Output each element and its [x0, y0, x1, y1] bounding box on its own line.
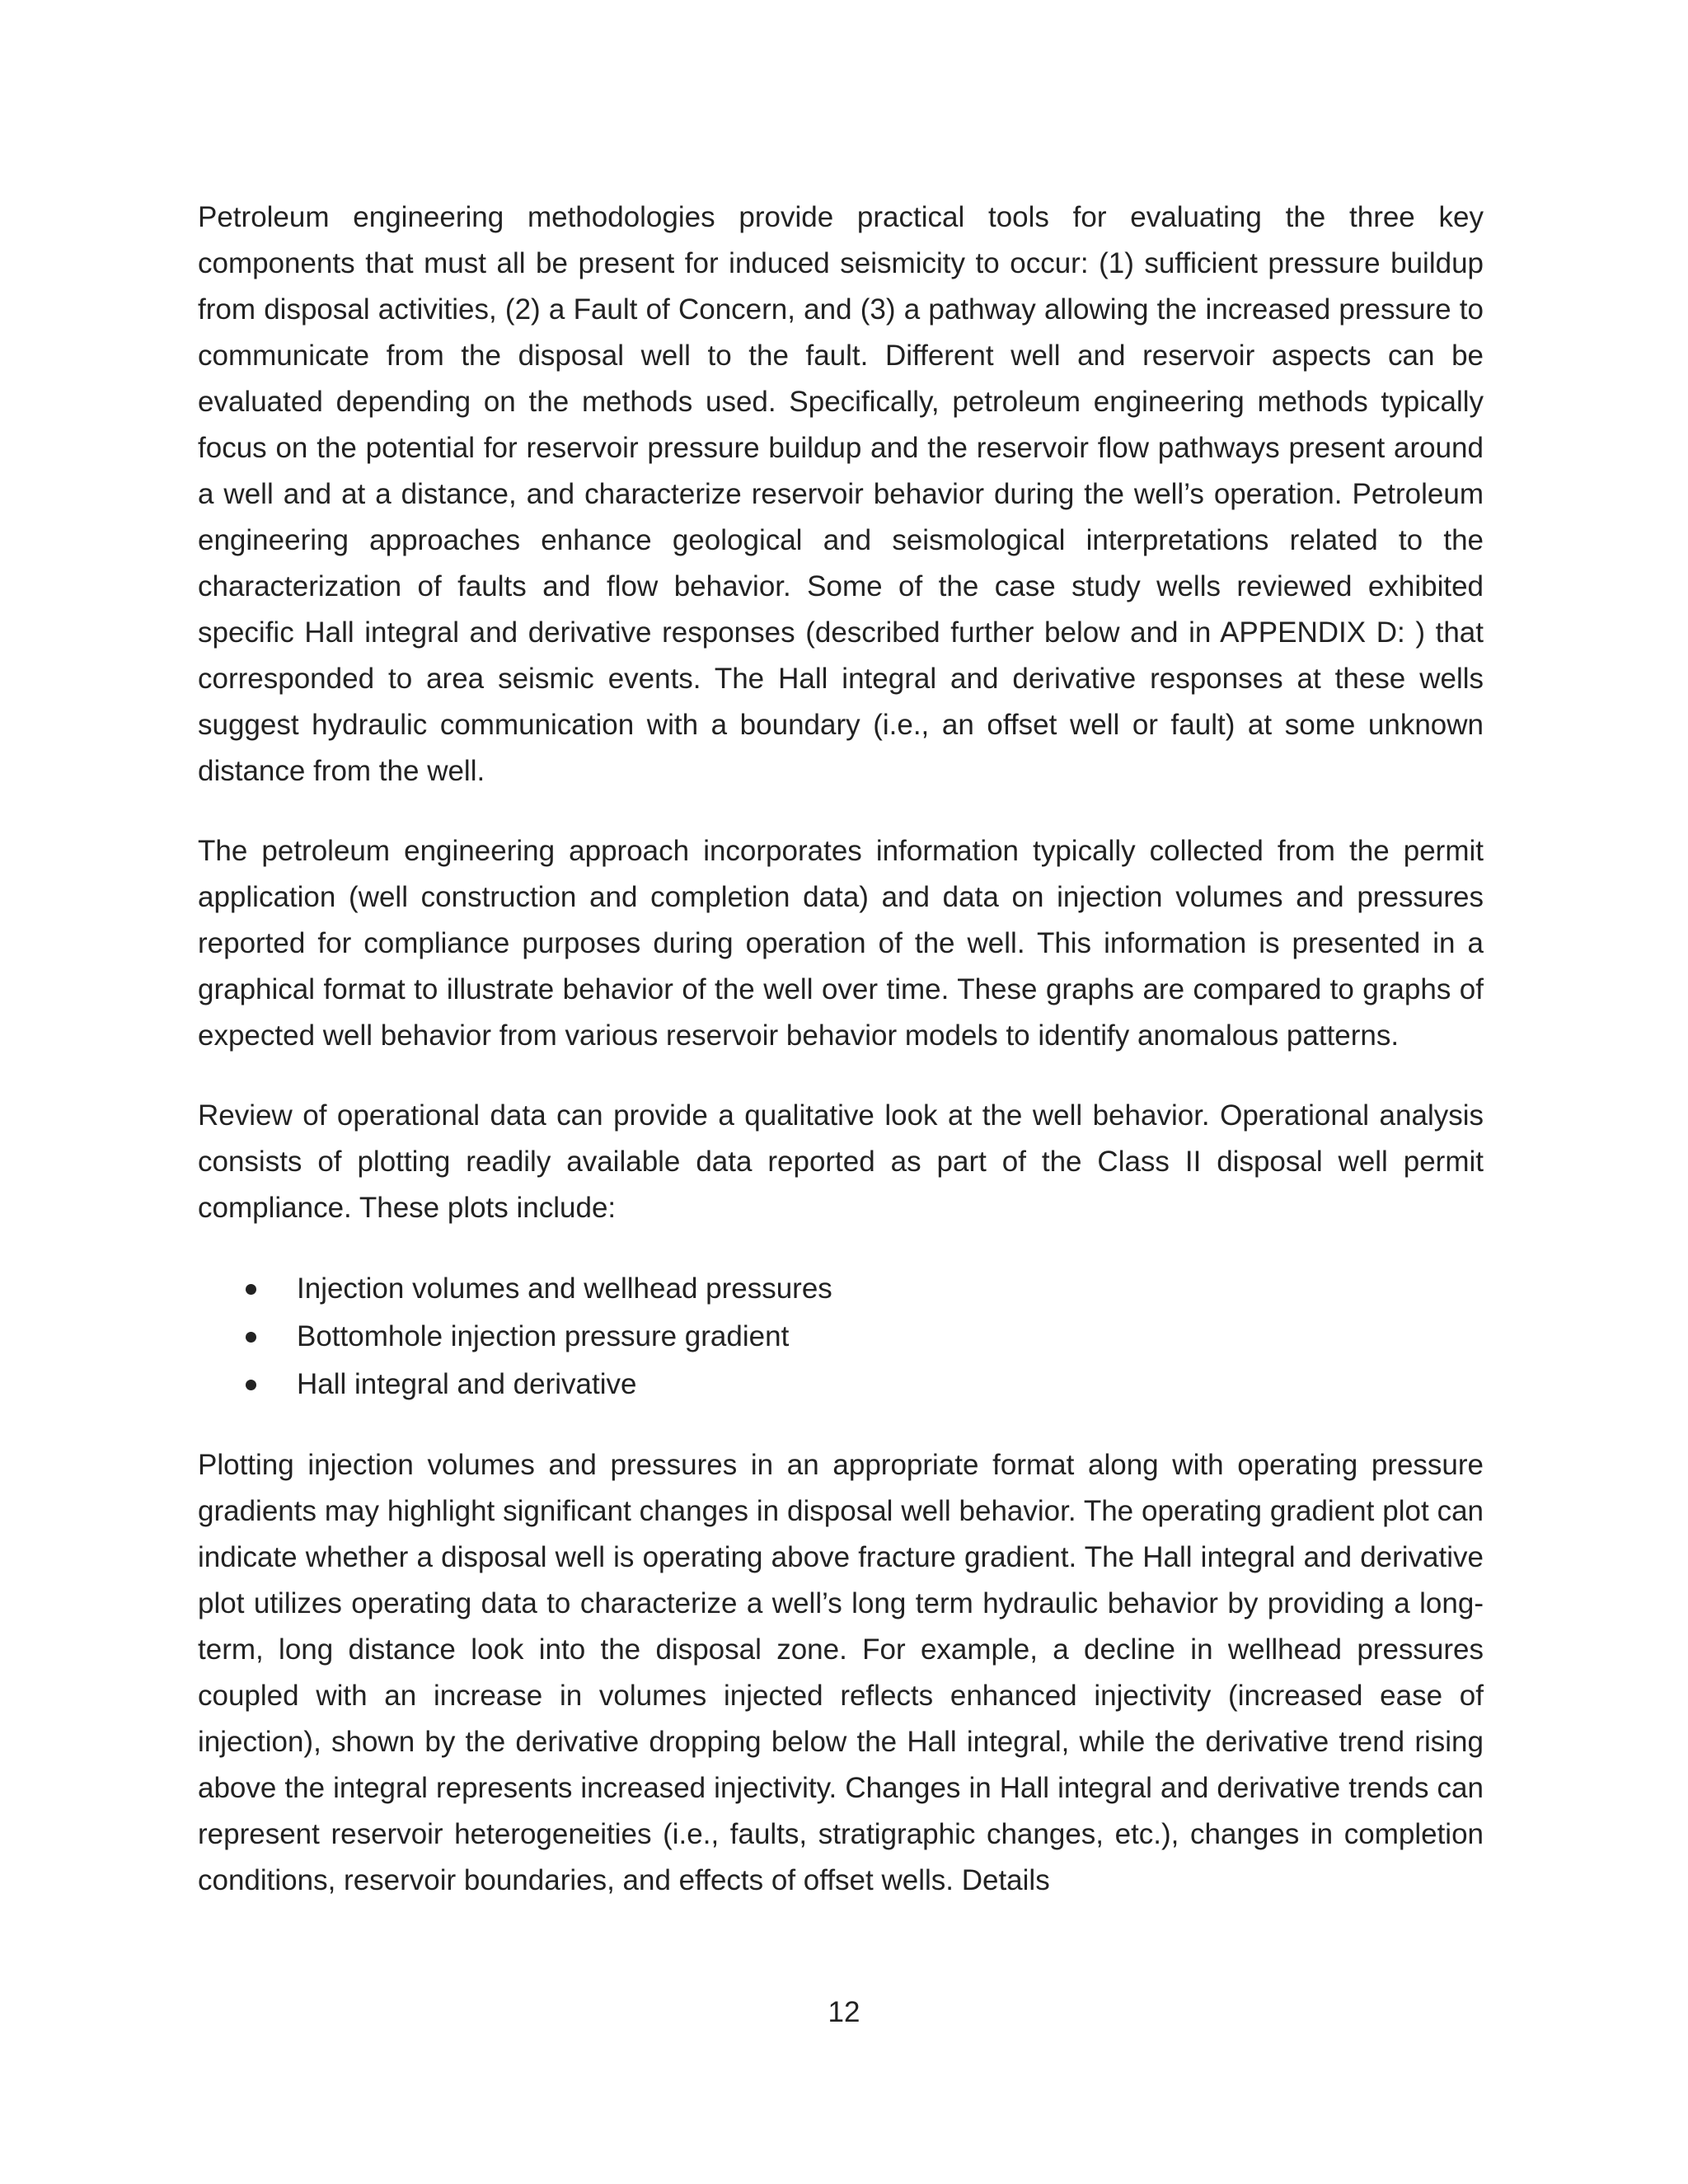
list-item-text: Injection volumes and wellhead pressures — [297, 1272, 832, 1305]
bullet-icon — [246, 1284, 256, 1295]
list-item-text: Bottomhole injection pressure gradient — [297, 1320, 790, 1352]
paragraph-engineering-approach: The petroleum engineering approach incorporates information typically collected from the permit application (well construction and completion data) and data on injection volumes and pressures reported for compliance purposes during operation of the well. This information is presented in a graphical format to illustrate behavior of the well over time. These graphs are compared to graphs of expected well behavior from various reservoir behavior models to identify anomalous patterns. — [198, 835, 1484, 1052]
page-body — [198, 194, 1484, 1938]
paragraph-operational-review: Review of operational data can provide a qualitative look at the well behavior. Operational analysis consists of plotting readily available data reported as part of the Class II disposal well permit compliance. These plots include: — [198, 1099, 1484, 1224]
list-item — [198, 1265, 1484, 1313]
paragraph-petroleum-methodologies: Petroleum engineering methodologies provide practical tools for evaluating the three key components that must all be present for induced seismicity to occur: (1) sufficient pressure buildup from disposal activities, (2) a Fault of Concern, and (3) a pathway allowing the increased pressure to communicate from the disposal well to the fault. Different well and reservoir aspects can be evaluated depending on the methods used. Specifically, petroleum engineering methods typically focus on the potential for reservoir pressure buildup and the reservoir flow pathways present around a well and at a distance, and characterize reservoir behavior during the well’s operation. Petroleum engineering approaches enhance geological and seismological interpretations related to the characterization of faults and flow behavior. Some of the case study wells reviewed exhibited specific Hall integral and derivative responses (described further below and in APPENDIX D: ) that corresponded to area seismic events. The Hall integral and derivative responses at these wells suggest hydraulic communication with a boundary (i.e., an offset well or fault) at some unknown distance from the well. — [198, 201, 1484, 787]
bullet-icon — [246, 1332, 256, 1343]
list-item-text: Hall integral and derivative — [297, 1368, 637, 1400]
list-item — [198, 1313, 1484, 1361]
bullet-icon — [246, 1380, 256, 1390]
plot-types-list — [198, 1265, 1484, 1408]
paragraph-plotting-injection: Plotting injection volumes and pressures in an appropriate format along with operating pressure gradients may highlight significant changes in disposal well behavior. The operating gradient plot can indicate whether a disposal well is operating above fracture gradient. The Hall integral and derivative plot utilizes operating data to characterize a well’s long term hydraulic behavior by providing a long-term, long distance look into the disposal zone. For example, a decline in wellhead pressures coupled with an increase in volumes injected reflects enhanced injectivity (increased ease of injection), shown by the derivative dropping below the Hall integral, while the derivative trend rising above the integral represents increased injectivity. Changes in Hall integral and derivative trends can represent reservoir heterogeneities (i.e., faults, stratigraphic changes, etc.), changes in completion conditions, reservoir boundaries, and effects of offset wells. Details — [198, 1449, 1484, 1896]
page-number: 12 — [828, 1996, 860, 2028]
list-item — [198, 1361, 1484, 1408]
